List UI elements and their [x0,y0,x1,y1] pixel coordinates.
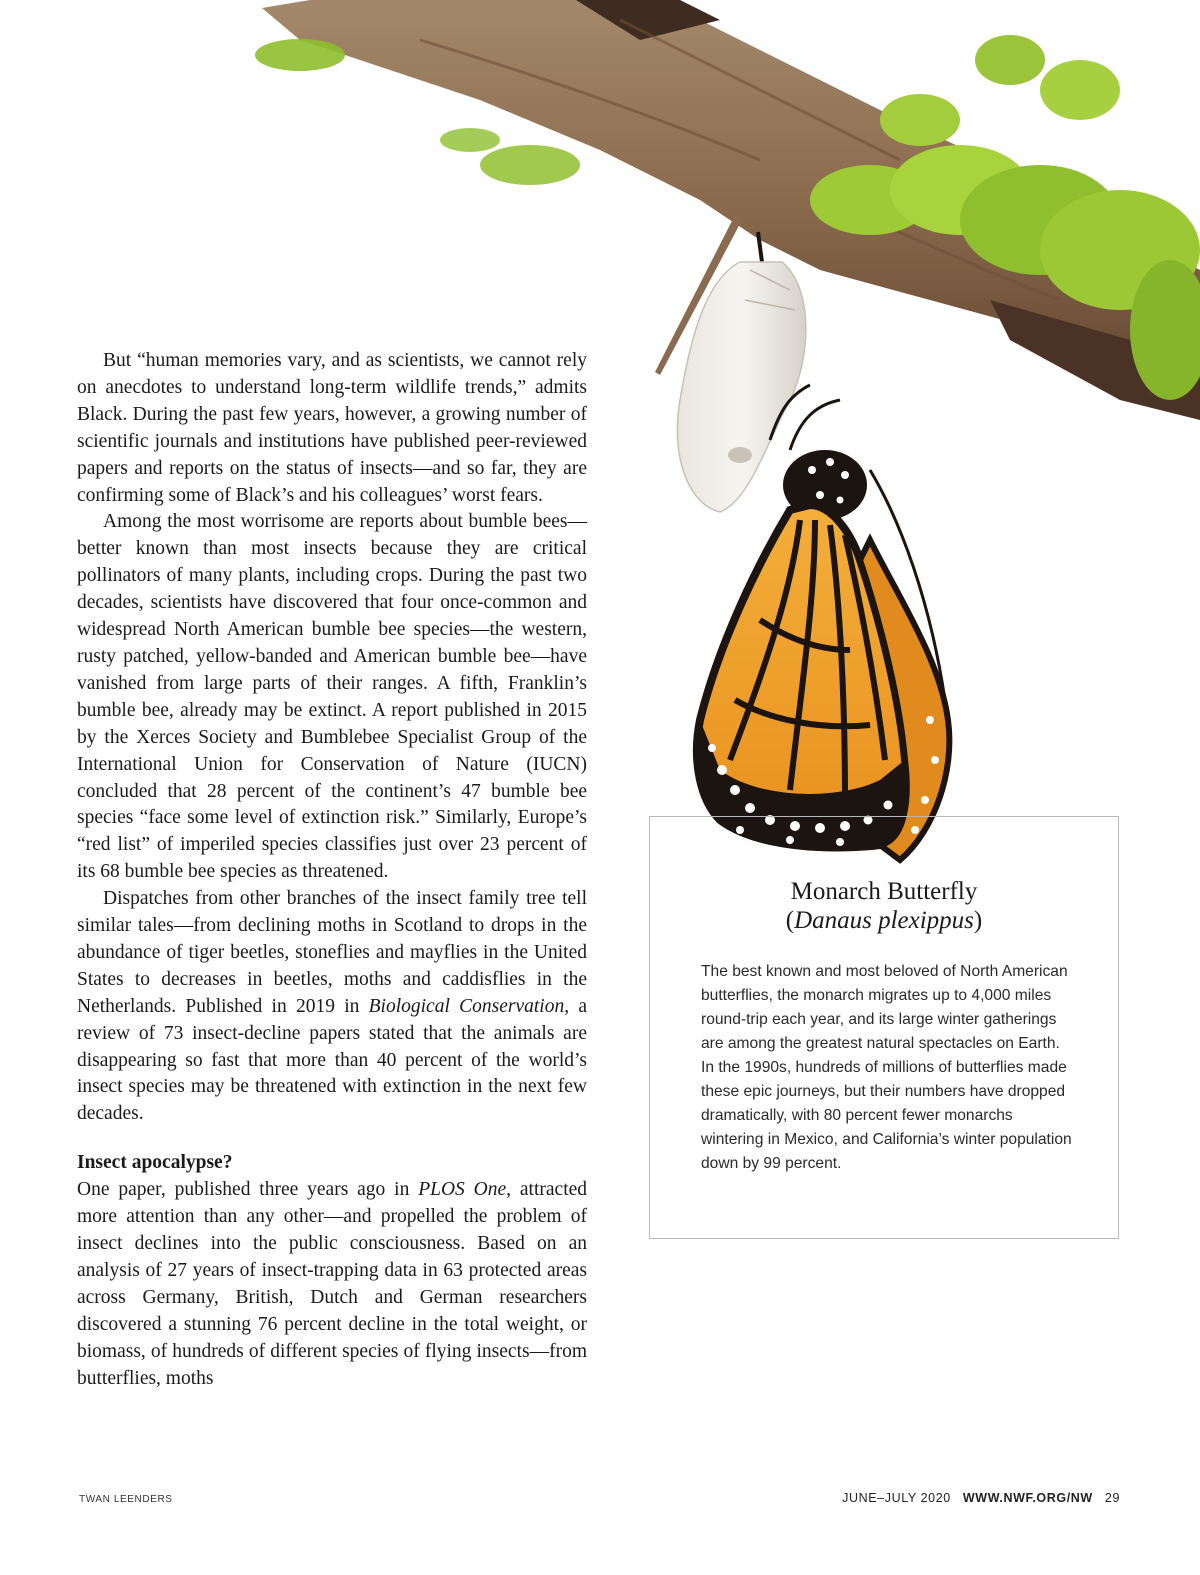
scientific-name: Danaus plexippus [794,907,974,934]
italic-title: PLOS One [418,1179,507,1201]
photo-credit: TWAN LEENDERS [79,1494,173,1505]
italic-title: Biological Conservation [368,995,565,1017]
website-url[interactable]: WWW.NWF.ORG/NW [962,1491,1093,1505]
article-body [77,348,587,1392]
sidebar-title: Monarch Butterfly [790,878,978,905]
text-run: , a review of 73 insect-decline papers stated that the animals are disappearing so fast that more than 40 percent of the world’s insect species may be threatened with extinction in the next few decades. [77,995,587,1125]
article-paragraph [77,1177,587,1392]
article-paragraph [77,509,587,886]
paren-close: ) [973,907,983,934]
paren-open: ( [785,907,795,934]
chrysalis [677,232,805,512]
text-run: , attracted more attention than any other—and propelled the problem of insect declines into the public consciousness. Based on an analysis of 27 years of insect-trapping data in 63 protected areas across Germany, British, Dutch and German researchers discovered a stunning 76 percent decline in the total weight, or biomass, of hundreds of different species of flying insects—from butterflies, moths [77,1179,588,1389]
sidebar-body: The best known and most beloved of North American butterflies, the monarch migrates up to 4,000 miles round-trip each year, and its large winter gatherings are among the greatest natural spectacles on Earth. In the 1990s, hundreds of millions of butterflies made these epic journeys, but their numbers have dropped dramatically, with 80 percent fewer monarchs wintering in Mexico, and California’s winter population down by 99 percent. [701,963,1072,1172]
text-run: One paper, published three years ago in [77,1179,419,1201]
sidebar-scientific-name [650,906,1118,935]
page-footer [834,1491,1120,1505]
article-paragraph [77,886,587,1128]
subhead: Insect apocalypse? [77,1152,233,1174]
page-number: 29 [1104,1491,1120,1505]
text-run: But “human memories vary, and as scientists, we cannot rely on anecdotes to understand long-term wildlife trends,” admits Black. During the past few years, however, a growing number of scientific journals and institutions have published peer-reviewed papers and reports on the status of insects—and so far, they are confirming some of Black’s and his colleagues’ worst fears. [77,350,587,506]
text-run: Dispatches from other branches of the insect family tree tell similar tales—from declining moths in Scotland to drops in the abundance of tiger beetles, stoneflies and mayflies in the United States to decreases in beetles, moths and caddisflies in the Netherlands. Published in 2019 in [77,888,587,1017]
text-run: Among the most worrisome are reports about bumble bees—better known than most insects because they are critical pollinators of many plants, including crops. During the past two decades, scientists have discovered that four once-common and widespread North American bumble bee species—the western, rusty patched, yellow-banded and American bumble bee—have vanished from large parts of their ranges. A fifth, Franklin’s bumble bee, already may be extinct. A report published in 2015 by the Xerces Society and Bumblebee Specialist Group of the International Union for Conservation of Nature (IUCN) concluded that 28 percent of the continent’s 47 bumble bee species “face some level of extinction risk.” Similarly, Europe’s “red list” of imperiled species classifies just over 23 percent of its 68 bumble bee species as threatened. [77,511,587,883]
issue-date: JUNE–JULY 2020 [842,1491,951,1505]
species-sidebar [649,816,1119,1239]
article-paragraph [77,348,587,509]
